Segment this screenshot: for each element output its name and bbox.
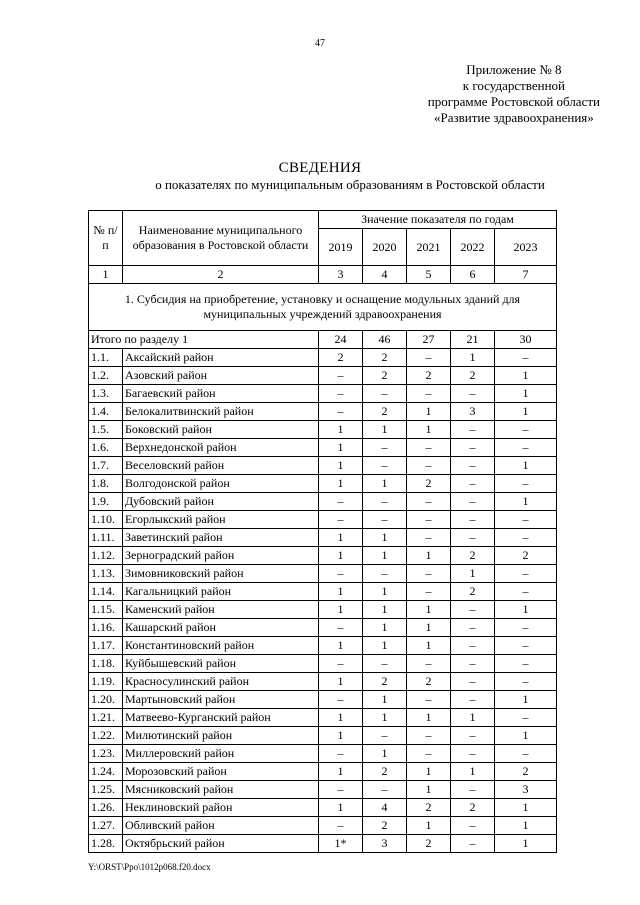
year-value: – [407,457,451,475]
year-value: – [363,493,407,511]
year-value: – [495,673,557,691]
year-value: 1 [319,457,363,475]
year-value: 1 [495,835,557,853]
table-row [89,385,557,403]
row-number: 1.12. [89,547,123,565]
table-row [89,673,557,691]
district-name: Белокалитвинский район [123,403,319,421]
table-row [89,529,557,547]
district-name: Азовский район [123,367,319,385]
year-value: 1 [319,709,363,727]
table-row [89,457,557,475]
year-value: – [495,421,557,439]
year-value: 1 [495,601,557,619]
year-value: – [319,691,363,709]
row-number: 1.11. [89,529,123,547]
year-value: – [363,727,407,745]
table-row [89,835,557,853]
district-name: Веселовский район [123,457,319,475]
header-year: 2023 [495,229,557,266]
year-value: 2 [363,673,407,691]
district-name: Егорлыкский район [123,511,319,529]
row-number: 1.24. [89,763,123,781]
year-value: 1 [407,547,451,565]
appendix-block [428,62,600,126]
year-value: 1 [363,709,407,727]
table-row [89,475,557,493]
year-value: – [451,745,495,763]
year-value: – [495,655,557,673]
year-value: 1 [407,619,451,637]
year-value: 1 [319,583,363,601]
year-value: 2 [407,475,451,493]
year-value: 2 [451,583,495,601]
column-number: 5 [407,266,451,284]
year-value: 1* [319,835,363,853]
year-value: – [319,655,363,673]
year-value: 1 [495,799,557,817]
year-value: 1 [495,367,557,385]
district-name: Каменский район [123,601,319,619]
year-value: – [451,619,495,637]
column-number: 1 [89,266,123,284]
year-value: 1 [363,583,407,601]
year-value: 1 [319,799,363,817]
table-row [89,727,557,745]
row-number: 1.10. [89,511,123,529]
row-number: 1.22. [89,727,123,745]
table-row [89,349,557,367]
total-value: 46 [363,331,407,349]
district-name: Аксайский район [123,349,319,367]
row-number: 1.14. [89,583,123,601]
district-name: Куйбышевский район [123,655,319,673]
header-year: 2020 [363,229,407,266]
year-value: – [451,529,495,547]
appendix-line: к государственной [462,78,565,93]
row-number: 1.28. [89,835,123,853]
table-row [89,709,557,727]
header-year: 2022 [451,229,495,266]
district-name: Заветинский район [123,529,319,547]
column-number: 3 [319,266,363,284]
district-name: Обливский район [123,817,319,835]
year-value: 2 [319,349,363,367]
year-value: – [495,511,557,529]
row-number: 1.1. [89,349,123,367]
year-value: – [407,439,451,457]
district-name: Кагальницкий район [123,583,319,601]
year-value: – [319,565,363,583]
year-value: 2 [363,367,407,385]
district-name: Зерноградский район [123,547,319,565]
header-year: 2021 [407,229,451,266]
year-value: – [495,349,557,367]
district-name: Багаевский район [123,385,319,403]
year-value: 1 [495,817,557,835]
row-number: 1.8. [89,475,123,493]
year-value: – [319,745,363,763]
district-name: Зимовниковский район [123,565,319,583]
column-number: 7 [495,266,557,284]
year-value: 2 [451,367,495,385]
table-row [89,421,557,439]
year-value: 1 [363,745,407,763]
year-value: 1 [319,475,363,493]
year-value: 2 [451,799,495,817]
year-value: 3 [495,781,557,799]
year-value: – [407,745,451,763]
district-name: Мартыновский район [123,691,319,709]
column-number: 2 [123,266,319,284]
year-value: – [319,781,363,799]
header-name: Наименование муниципального образования в Ростовской области [123,211,319,266]
year-value: 2 [363,403,407,421]
district-name: Милютинский район [123,727,319,745]
table-row [89,763,557,781]
year-value: – [451,817,495,835]
column-number: 4 [363,266,407,284]
year-value: – [495,637,557,655]
year-value: – [407,385,451,403]
row-number: 1.3. [89,385,123,403]
year-value: 1 [495,493,557,511]
year-value: 2 [495,763,557,781]
year-value: 1 [319,673,363,691]
year-value: 1 [363,475,407,493]
district-name: Мясниковский район [123,781,319,799]
year-value: 2 [363,817,407,835]
row-number: 1.13. [89,565,123,583]
year-value: – [495,565,557,583]
year-value: 3 [363,835,407,853]
year-value: 1 [319,637,363,655]
year-value: – [407,511,451,529]
year-value: 2 [407,367,451,385]
row-number: 1.9. [89,493,123,511]
year-value: 1 [495,403,557,421]
year-value: 3 [451,403,495,421]
total-value: 27 [407,331,451,349]
year-value: 1 [451,763,495,781]
year-value: 1 [363,601,407,619]
year-value: – [451,475,495,493]
page-number: 47 [315,38,325,49]
year-value: 1 [495,385,557,403]
row-number: 1.26. [89,799,123,817]
row-number: 1.25. [89,781,123,799]
row-number: 1.15. [89,601,123,619]
year-value: – [319,403,363,421]
year-value: 1 [363,529,407,547]
row-number: 1.5. [89,421,123,439]
document-subtitle: о показателях по муниципальным образованиям в Ростовской области [155,177,545,192]
column-number: 6 [451,266,495,284]
table-row [89,601,557,619]
year-value: 1 [407,709,451,727]
table-row [89,583,557,601]
district-name: Неклиновский район [123,799,319,817]
year-value: 2 [407,835,451,853]
table-row [89,565,557,583]
table-row [89,691,557,709]
year-value: – [363,439,407,457]
table-row [89,781,557,799]
row-number: 1.17. [89,637,123,655]
row-number: 1.16. [89,619,123,637]
year-value: 1 [363,421,407,439]
appendix-line: «Развитие здравоохранения» [434,110,594,125]
year-value: 1 [363,619,407,637]
year-value: – [495,475,557,493]
row-number: 1.27. [89,817,123,835]
table-row [89,403,557,421]
table-row [89,637,557,655]
year-value: – [451,691,495,709]
year-value: 1 [407,403,451,421]
table-row [89,511,557,529]
year-value: – [451,655,495,673]
appendix-line: Приложение № 8 [466,62,562,77]
appendix-line: программе Ростовской области [427,94,600,109]
year-value: 2 [363,763,407,781]
document-title: СВЕДЕНИЯ [278,160,362,176]
year-value: – [495,439,557,457]
year-value: – [451,673,495,691]
year-value: 1 [495,457,557,475]
year-value: – [495,529,557,547]
year-value: 1 [451,349,495,367]
year-value: 1 [319,421,363,439]
table-row [89,547,557,565]
file-path-footer: Y:\ORST\Ppo\1012p068.f20.docx [88,862,211,872]
year-value: – [451,439,495,457]
district-name: Константиновский район [123,637,319,655]
year-value: – [319,619,363,637]
year-value: – [451,727,495,745]
year-value: 2 [407,799,451,817]
year-value: 2 [407,673,451,691]
year-value: – [407,727,451,745]
year-value: – [451,835,495,853]
year-value: 1 [319,439,363,457]
year-value: – [363,385,407,403]
year-value: – [319,817,363,835]
district-name: Волгодонской район [123,475,319,493]
year-value: – [363,781,407,799]
year-value: – [319,493,363,511]
district-name: Октябрьский район [123,835,319,853]
section-title: 1. Субсидия на приобретение, установку и оснащение модульных зданий для муниципальных учреждений здравоохранения [89,284,557,331]
year-value: – [363,511,407,529]
year-value: – [407,565,451,583]
row-number: 1.4. [89,403,123,421]
district-name: Дубовский район [123,493,319,511]
year-value: – [363,457,407,475]
year-value: – [451,511,495,529]
table-row [89,493,557,511]
row-number: 1.20. [89,691,123,709]
year-value: 1 [407,421,451,439]
year-value: 1 [363,691,407,709]
district-name: Миллеровский район [123,745,319,763]
year-value: – [451,457,495,475]
year-value: 1 [363,637,407,655]
year-value: – [407,529,451,547]
table-row [89,367,557,385]
header-year: 2019 [319,229,363,266]
year-value: 1 [451,565,495,583]
year-value: – [451,421,495,439]
year-value: – [451,637,495,655]
year-value: – [319,385,363,403]
year-value: 2 [363,349,407,367]
year-value: – [451,781,495,799]
year-value: – [495,583,557,601]
year-value: 2 [451,547,495,565]
year-value: – [495,709,557,727]
year-value: 1 [407,763,451,781]
year-value: 2 [495,547,557,565]
year-value: – [451,493,495,511]
year-value: 1 [451,709,495,727]
header-num: № п/п [89,211,123,266]
year-value: 1 [319,763,363,781]
year-value: 1 [319,727,363,745]
year-value: – [451,601,495,619]
year-value: – [319,511,363,529]
district-name: Морозовский район [123,763,319,781]
table-row [89,799,557,817]
year-value: – [363,565,407,583]
year-value: 1 [363,547,407,565]
header-values: Значение показателя по годам [319,211,557,229]
district-name: Красносулинский район [123,673,319,691]
year-value: – [407,691,451,709]
row-number: 1.19. [89,673,123,691]
total-label: Итого по разделу 1 [89,331,319,349]
year-value: – [407,493,451,511]
indicators-table [88,210,557,853]
row-number: 1.6. [89,439,123,457]
district-name: Кашарский район [123,619,319,637]
year-value: 1 [495,691,557,709]
table-row [89,817,557,835]
year-value: 1 [407,601,451,619]
row-number: 1.21. [89,709,123,727]
total-value: 30 [495,331,557,349]
district-name: Боковский район [123,421,319,439]
year-value: – [319,367,363,385]
district-name: Матвеево-Курганский район [123,709,319,727]
year-value: – [495,619,557,637]
row-number: 1.23. [89,745,123,763]
year-value: – [363,655,407,673]
year-value: – [407,655,451,673]
year-value: 1 [319,529,363,547]
year-value: 1 [495,727,557,745]
year-value: – [451,385,495,403]
year-value: – [407,349,451,367]
table-row [89,655,557,673]
total-value: 24 [319,331,363,349]
row-number: 1.7. [89,457,123,475]
row-number: 1.18. [89,655,123,673]
year-value: 1 [407,817,451,835]
table-row [89,619,557,637]
year-value: – [495,745,557,763]
year-value: 4 [363,799,407,817]
table-row [89,439,557,457]
district-name: Верхнедонской район [123,439,319,457]
row-number: 1.2. [89,367,123,385]
year-value: 1 [319,547,363,565]
total-value: 21 [451,331,495,349]
table-row [89,745,557,763]
year-value: 1 [319,601,363,619]
year-value: – [407,583,451,601]
year-value: 1 [407,781,451,799]
year-value: 1 [407,637,451,655]
